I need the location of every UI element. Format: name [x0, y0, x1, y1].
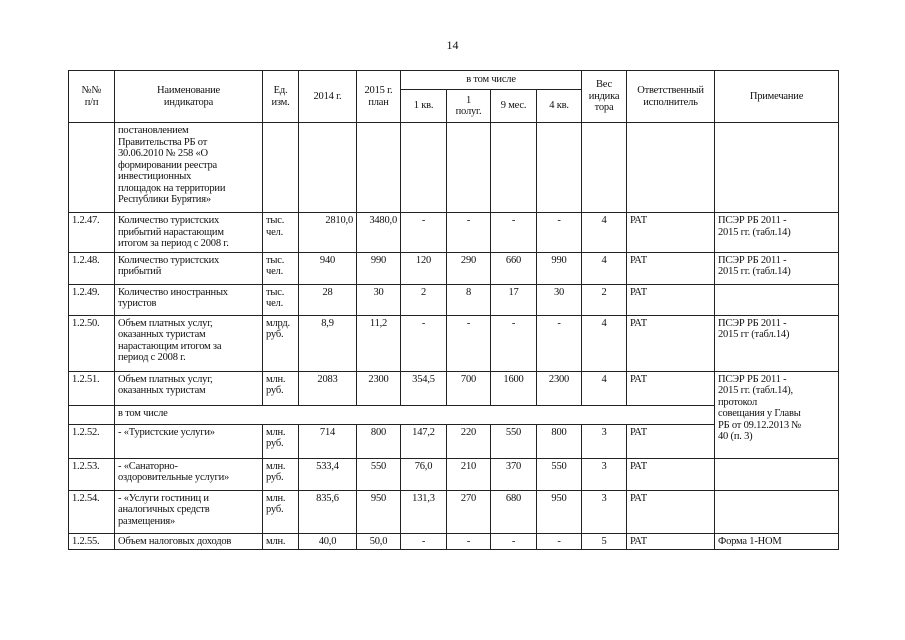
row-2015: 50,0	[369, 535, 388, 546]
row-unit: млн.	[266, 535, 286, 546]
row-responsible: РАТ	[627, 458, 715, 490]
row-9m: 680	[491, 490, 537, 533]
row-q1: -	[421, 535, 426, 546]
row-9m: 370	[491, 458, 537, 490]
row-weight: 4	[582, 371, 627, 405]
row-h1: 290	[447, 252, 491, 284]
row-q4: -	[537, 213, 582, 253]
row-note: ПСЭР РБ 2011 - 2015 гг. (табл.14)	[715, 213, 839, 253]
row-q4: 800	[537, 424, 582, 458]
table-row	[69, 213, 839, 253]
row-h1: 220	[447, 424, 491, 458]
table-row	[69, 284, 839, 315]
row-note: ПСЭР РБ 2011 - 2015 гг (табл.14)	[715, 315, 839, 371]
row-num: 1.2.53.	[69, 458, 115, 490]
row-h1: -	[447, 315, 491, 371]
row-unit: млн. руб.	[263, 458, 299, 490]
header-including: в том числе	[401, 71, 582, 90]
row-9m: 550	[491, 424, 537, 458]
row-name: - «Туристские услуги»	[115, 424, 263, 458]
row-unit: тыс. чел.	[263, 252, 299, 284]
row-2014: 2083	[299, 371, 357, 405]
row-weight: 2	[582, 284, 627, 315]
row-9m: -	[491, 315, 537, 371]
row-q1: 2	[401, 284, 447, 315]
row-name: Объем платных услуг, оказанных туристам нарастающим итогом за период с 2008 г.	[115, 315, 263, 371]
row-q1: -	[401, 315, 447, 371]
row-2014: 714	[299, 424, 357, 458]
row-9m: -	[511, 535, 516, 546]
row-weight: 5	[601, 535, 607, 546]
row-name: Количество туристских прибытий	[115, 252, 263, 284]
row-unit: тыс. чел.	[263, 284, 299, 315]
row-unit: млн. руб.	[263, 424, 299, 458]
row-h1: 210	[447, 458, 491, 490]
row-num: 1.2.55.	[72, 535, 100, 546]
row-9m: -	[491, 213, 537, 253]
row-num: 1.2.51.	[69, 371, 115, 405]
header-name: Наименование индикатора	[115, 71, 263, 123]
row-9m: 17	[491, 284, 537, 315]
row-responsible: РАТ	[627, 213, 715, 253]
row-2014: 2810,0	[299, 213, 357, 253]
header-responsible: Ответственный исполнитель	[627, 71, 715, 123]
row-2015: 990	[357, 252, 401, 284]
row-weight: 4	[582, 315, 627, 371]
row-q1: -	[401, 213, 447, 253]
row-2014: 533,4	[299, 458, 357, 490]
row-responsible: РАТ	[627, 315, 715, 371]
row-responsible: РАТ	[627, 424, 715, 458]
header-weight: Вес индика тора	[582, 71, 627, 123]
header-2015: 2015 г. план	[357, 71, 401, 123]
row-2015: 3480,0	[357, 213, 401, 253]
row-unit: млн. руб.	[263, 371, 299, 405]
merged-note: ПСЭР РБ 2011 - 2015 гг. (табл.14), протокол совещания у Главы РБ от 09.12.2013 № 40 (п. 3)	[715, 371, 839, 458]
row-num: 1.2.50.	[69, 315, 115, 371]
row-name: - «Услуги гостиниц и аналогичных средств размещения»	[115, 490, 263, 533]
table-header	[69, 71, 839, 123]
row-num: 1.2.49.	[69, 284, 115, 315]
row-name: Объем платных услуг, оказанных туристам	[115, 371, 263, 405]
row-weight: 3	[582, 424, 627, 458]
row-q4: -	[557, 535, 561, 546]
row-2014: 8,9	[299, 315, 357, 371]
header-num: №№ п/п	[69, 71, 115, 123]
header-2014: 2014 г.	[299, 71, 357, 123]
row-note	[715, 458, 839, 490]
row-num: 1.2.52.	[69, 424, 115, 458]
row-2015: 950	[357, 490, 401, 533]
row-2015: 11,2	[357, 315, 401, 371]
row-2015: 800	[357, 424, 401, 458]
row-q4: -	[537, 315, 582, 371]
row-q1: 147,2	[401, 424, 447, 458]
indicator-table	[68, 70, 839, 550]
row-2015: 2300	[357, 371, 401, 405]
row-name: - «Санаторно- оздоровительные услуги»	[115, 458, 263, 490]
row-9m: 660	[491, 252, 537, 284]
row-name: Количество туристских прибытий нарастающим итогом за период с 2008 г.	[115, 213, 263, 253]
row-num: 1.2.47.	[69, 213, 115, 253]
row-unit: млн. руб.	[263, 490, 299, 533]
row-responsible: РАТ	[627, 371, 715, 405]
table-row	[69, 252, 839, 284]
table-row	[69, 533, 839, 549]
row-weight: 3	[582, 490, 627, 533]
row-name: Объем налоговых доходов	[118, 535, 232, 546]
table-row-continuation	[69, 123, 839, 213]
row-9m: 1600	[491, 371, 537, 405]
header-h1: 1 полуг.	[447, 90, 491, 123]
row-num: 1.2.54.	[69, 490, 115, 533]
row-note: ПСЭР РБ 2011 - 2015 гг. (табл.14)	[715, 252, 839, 284]
row-q1: 76,0	[401, 458, 447, 490]
header-9m: 9 мес.	[491, 90, 537, 123]
row-2014: 940	[299, 252, 357, 284]
row-h1: -	[466, 535, 471, 546]
header-note: Примечание	[715, 71, 839, 123]
row-q4: 990	[537, 252, 582, 284]
row-note: Форма 1-НОМ	[718, 535, 782, 546]
row-2014: 28	[299, 284, 357, 315]
row-2015: 550	[357, 458, 401, 490]
row-weight: 4	[582, 213, 627, 253]
row-q1: 354,5	[401, 371, 447, 405]
row-2014: 40,0	[318, 535, 337, 546]
row-q4: 2300	[537, 371, 582, 405]
row-responsible: РАТ	[627, 252, 715, 284]
row-2015: 30	[357, 284, 401, 315]
row-q1: 120	[401, 252, 447, 284]
row-responsible: РАТ	[627, 490, 715, 533]
row-h1: 270	[447, 490, 491, 533]
table-row	[69, 371, 839, 405]
row-unit: млрд. руб.	[263, 315, 299, 371]
row-q4: 950	[537, 490, 582, 533]
table-row	[69, 315, 839, 371]
row-q4: 550	[537, 458, 582, 490]
row-h1: 8	[447, 284, 491, 315]
continuation-text: постановлением Правительства РБ от 30.06.2010 № 258 «О формировании реестра инвестиционных площадок на территории Республики Бурятия»	[115, 123, 263, 213]
page-number: 14	[446, 38, 459, 52]
row-h1: 700	[447, 371, 491, 405]
row-note	[715, 284, 839, 315]
row-name: Количество иностранных туристов	[115, 284, 263, 315]
table-row	[69, 458, 839, 490]
row-weight: 3	[582, 458, 627, 490]
row-q1: 131,3	[401, 490, 447, 533]
row-unit: тыс. чел.	[263, 213, 299, 253]
row-num: 1.2.48.	[69, 252, 115, 284]
header-unit: Ед. изм.	[263, 71, 299, 123]
row-h1: -	[447, 213, 491, 253]
row-q4: 30	[537, 284, 582, 315]
header-q1: 1 кв.	[401, 90, 447, 123]
header-q4: 4 кв.	[537, 90, 582, 123]
row-note	[715, 490, 839, 533]
row-responsible: РАТ	[627, 284, 715, 315]
row-responsible: РАТ	[630, 535, 647, 546]
table-row	[69, 490, 839, 533]
row-weight: 4	[582, 252, 627, 284]
subheader-including: в том числе	[115, 405, 715, 424]
row-2014: 835,6	[299, 490, 357, 533]
